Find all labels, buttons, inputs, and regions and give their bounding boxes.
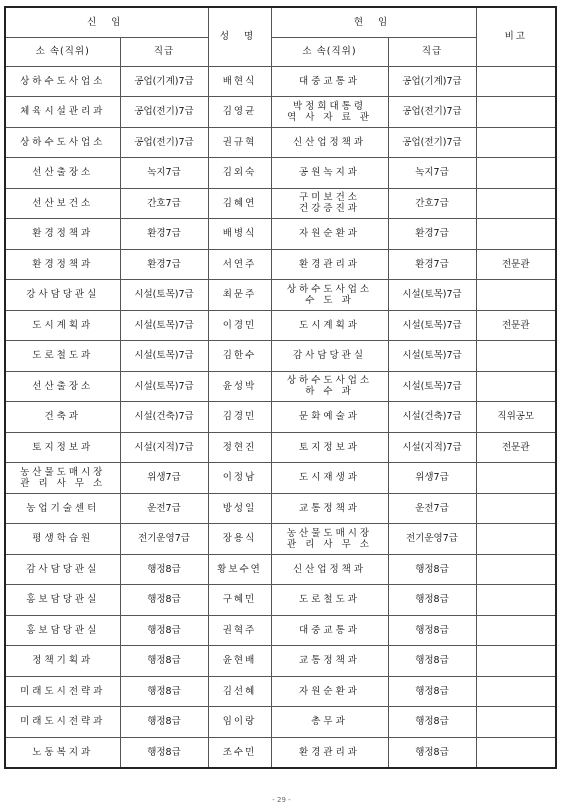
name-cell: 임이랑 [208, 707, 271, 738]
table-row [5, 97, 556, 128]
current-dept-cell: 환경관리과 [271, 249, 388, 280]
remark-cell [476, 97, 556, 128]
new-grade-cell: 공업(전기)7급 [120, 97, 208, 128]
remark-cell [476, 463, 556, 494]
table-row [5, 676, 556, 707]
new-dept-cell: 선산출장소 [5, 371, 120, 402]
current-grade-header: 직급 [388, 37, 476, 66]
name-cell: 김경민 [208, 402, 271, 433]
current-dept-cell: 토지정보과 [271, 432, 388, 463]
table-row [5, 341, 556, 372]
remark-cell: 직위공모 [476, 402, 556, 433]
table-row [5, 402, 556, 433]
current-dept-cell: 박정희대통령 역 사 자 료 관 [271, 97, 388, 128]
current-grade-cell: 간호7급 [388, 188, 476, 219]
name-cell: 권혁주 [208, 615, 271, 646]
current-dept-cell: 교통정책과 [271, 493, 388, 524]
new-grade-cell: 행정8급 [120, 585, 208, 616]
current-grade-cell: 행정8급 [388, 554, 476, 585]
remark-cell: 전문관 [476, 310, 556, 341]
new-dept-cell: 홍보담당관실 [5, 585, 120, 616]
new-grade-cell: 행정8급 [120, 737, 208, 768]
name-cell: 김한수 [208, 341, 271, 372]
current-grade-cell: 시설(지적)7급 [388, 432, 476, 463]
current-grade-cell: 공업(기계)7급 [388, 66, 476, 97]
table-row [5, 524, 556, 555]
current-grade-cell: 위생7급 [388, 463, 476, 494]
current-dept-cell: 도시재생과 [271, 463, 388, 494]
remarks-header: 비고 [476, 7, 556, 66]
new-grade-header: 직급 [120, 37, 208, 66]
current-grade-cell: 공업(전기)7급 [388, 127, 476, 158]
current-grade-cell: 행정8급 [388, 676, 476, 707]
current-grade-cell: 환경7급 [388, 249, 476, 280]
remark-cell: 전문관 [476, 249, 556, 280]
name-header: 성 명 [208, 7, 271, 66]
new-dept-cell: 선산보건소 [5, 188, 120, 219]
current-dept-cell: 문화예술과 [271, 402, 388, 433]
remark-cell [476, 676, 556, 707]
table-row [5, 249, 556, 280]
remark-cell [476, 615, 556, 646]
current-dept-cell: 신산업정책과 [271, 554, 388, 585]
current-grade-cell: 환경7급 [388, 219, 476, 250]
new-dept-header: 소 속(직위) [5, 37, 120, 66]
current-dept-header: 소 속(직위) [271, 37, 388, 66]
remark-cell [476, 188, 556, 219]
table-row [5, 66, 556, 97]
table-row [5, 493, 556, 524]
table-row [5, 432, 556, 463]
table-row [5, 280, 556, 311]
table-row [5, 646, 556, 677]
current-dept-cell: 신산업정책과 [271, 127, 388, 158]
table-row [5, 219, 556, 250]
name-cell: 김외숙 [208, 158, 271, 189]
new-grade-cell: 환경7급 [120, 249, 208, 280]
current-dept-cell: 상하수도사업소 하 수 과 [271, 371, 388, 402]
current-grade-cell: 행정8급 [388, 646, 476, 677]
current-dept-cell: 자원순환과 [271, 676, 388, 707]
new-dept-cell: 건축과 [5, 402, 120, 433]
remark-cell [476, 341, 556, 372]
current-dept-cell: 대중교통과 [271, 615, 388, 646]
new-grade-cell: 위생7급 [120, 463, 208, 494]
remark-cell: 전문관 [476, 432, 556, 463]
new-dept-cell: 감사담당관실 [5, 554, 120, 585]
new-grade-cell: 시설(지적)7급 [120, 432, 208, 463]
current-grade-cell: 전기운영7급 [388, 524, 476, 555]
new-dept-cell: 상하수도사업소 [5, 127, 120, 158]
current-grade-cell: 시설(토목)7급 [388, 371, 476, 402]
name-cell: 김선혜 [208, 676, 271, 707]
current-grade-cell: 시설(토목)7급 [388, 280, 476, 311]
new-grade-cell: 행정8급 [120, 615, 208, 646]
new-grade-cell: 공업(전기)7급 [120, 127, 208, 158]
table-row [5, 310, 556, 341]
new-dept-cell: 상하수도사업소 [5, 66, 120, 97]
current-post-header: 현 임 [271, 7, 476, 37]
name-cell: 구혜민 [208, 585, 271, 616]
table-row [5, 463, 556, 494]
remark-cell [476, 66, 556, 97]
current-dept-cell: 도시계획과 [271, 310, 388, 341]
new-grade-cell: 간호7급 [120, 188, 208, 219]
name-cell: 윤성박 [208, 371, 271, 402]
new-dept-cell: 노동복지과 [5, 737, 120, 768]
current-dept-cell: 구미보건소 건강증진과 [271, 188, 388, 219]
new-dept-cell: 토지정보과 [5, 432, 120, 463]
new-grade-cell: 시설(토목)7급 [120, 280, 208, 311]
new-grade-cell: 환경7급 [120, 219, 208, 250]
current-grade-cell: 행정8급 [388, 585, 476, 616]
remark-cell [476, 493, 556, 524]
current-grade-cell: 시설(건축)7급 [388, 402, 476, 433]
name-cell: 배현식 [208, 66, 271, 97]
remark-cell [476, 524, 556, 555]
table-row [5, 615, 556, 646]
current-dept-cell: 도로철도과 [271, 585, 388, 616]
new-dept-cell: 도시계획과 [5, 310, 120, 341]
name-cell: 서연주 [208, 249, 271, 280]
name-cell: 배병식 [208, 219, 271, 250]
new-post-header: 신 임 [5, 7, 208, 37]
new-grade-cell: 행정8급 [120, 646, 208, 677]
table-row [5, 707, 556, 738]
new-grade-cell: 행정8급 [120, 676, 208, 707]
remark-cell [476, 585, 556, 616]
new-dept-cell: 체육시설관리과 [5, 97, 120, 128]
new-dept-cell: 미래도시전략과 [5, 676, 120, 707]
current-grade-cell: 운전7급 [388, 493, 476, 524]
remark-cell [476, 554, 556, 585]
name-cell: 최문주 [208, 280, 271, 311]
new-dept-cell: 농업기술센터 [5, 493, 120, 524]
new-dept-cell: 환경정책과 [5, 219, 120, 250]
page-number: - 29 - [272, 796, 291, 804]
new-grade-cell: 공업(기계)7급 [120, 66, 208, 97]
new-dept-cell: 강사담당관실 [5, 280, 120, 311]
table-row [5, 188, 556, 219]
new-grade-cell: 행정8급 [120, 707, 208, 738]
remark-cell [476, 280, 556, 311]
current-grade-cell: 행정8급 [388, 737, 476, 768]
new-grade-cell: 전기운영7급 [120, 524, 208, 555]
new-grade-cell: 시설(건축)7급 [120, 402, 208, 433]
new-dept-cell: 정책기획과 [5, 646, 120, 677]
new-grade-cell: 운전7급 [120, 493, 208, 524]
new-dept-cell: 농산물도매시장 관 리 사 무 소 [5, 463, 120, 494]
name-cell: 권규혁 [208, 127, 271, 158]
current-grade-cell: 녹지7급 [388, 158, 476, 189]
remark-cell [476, 707, 556, 738]
table-row [5, 737, 556, 768]
current-dept-cell: 농산물도매시장 관 리 사 무 소 [271, 524, 388, 555]
current-dept-cell: 감사담당관실 [271, 341, 388, 372]
new-grade-cell: 시설(토목)7급 [120, 371, 208, 402]
remark-cell [476, 737, 556, 768]
current-dept-cell: 환경관리과 [271, 737, 388, 768]
name-cell: 이경민 [208, 310, 271, 341]
new-grade-cell: 시설(토목)7급 [120, 310, 208, 341]
table-row [5, 371, 556, 402]
new-dept-cell: 미래도시전략과 [5, 707, 120, 738]
current-grade-cell: 공업(전기)7급 [388, 97, 476, 128]
name-cell: 장용식 [208, 524, 271, 555]
current-dept-cell: 교통정책과 [271, 646, 388, 677]
remark-cell [476, 158, 556, 189]
current-dept-cell: 자원순환과 [271, 219, 388, 250]
current-grade-cell: 시설(토목)7급 [388, 341, 476, 372]
new-grade-cell: 녹지7급 [120, 158, 208, 189]
current-dept-cell: 상하수도사업소 수 도 과 [271, 280, 388, 311]
new-dept-cell: 도로철도과 [5, 341, 120, 372]
remark-cell [476, 219, 556, 250]
remark-cell [476, 371, 556, 402]
current-grade-cell: 행정8급 [388, 707, 476, 738]
remark-cell [476, 127, 556, 158]
name-cell: 황보수연 [208, 554, 271, 585]
table-row [5, 158, 556, 189]
new-dept-cell: 평생학습원 [5, 524, 120, 555]
name-cell: 윤현배 [208, 646, 271, 677]
current-grade-cell: 시설(토목)7급 [388, 310, 476, 341]
name-cell: 방성일 [208, 493, 271, 524]
name-cell: 김영균 [208, 97, 271, 128]
current-grade-cell: 행정8급 [388, 615, 476, 646]
table-row [5, 127, 556, 158]
new-dept-cell: 선산출장소 [5, 158, 120, 189]
new-dept-cell: 환경정책과 [5, 249, 120, 280]
personnel-table [4, 6, 557, 769]
name-cell: 김혜연 [208, 188, 271, 219]
new-grade-cell: 시설(토목)7급 [120, 341, 208, 372]
name-cell: 이정남 [208, 463, 271, 494]
table-row [5, 554, 556, 585]
name-cell: 조수민 [208, 737, 271, 768]
new-dept-cell: 홍보담당관실 [5, 615, 120, 646]
current-dept-cell: 대중교통과 [271, 66, 388, 97]
new-grade-cell: 행정8급 [120, 554, 208, 585]
current-dept-cell: 공원녹지과 [271, 158, 388, 189]
table-row [5, 585, 556, 616]
name-cell: 정현진 [208, 432, 271, 463]
remark-cell [476, 646, 556, 677]
current-dept-cell: 총무과 [271, 707, 388, 738]
